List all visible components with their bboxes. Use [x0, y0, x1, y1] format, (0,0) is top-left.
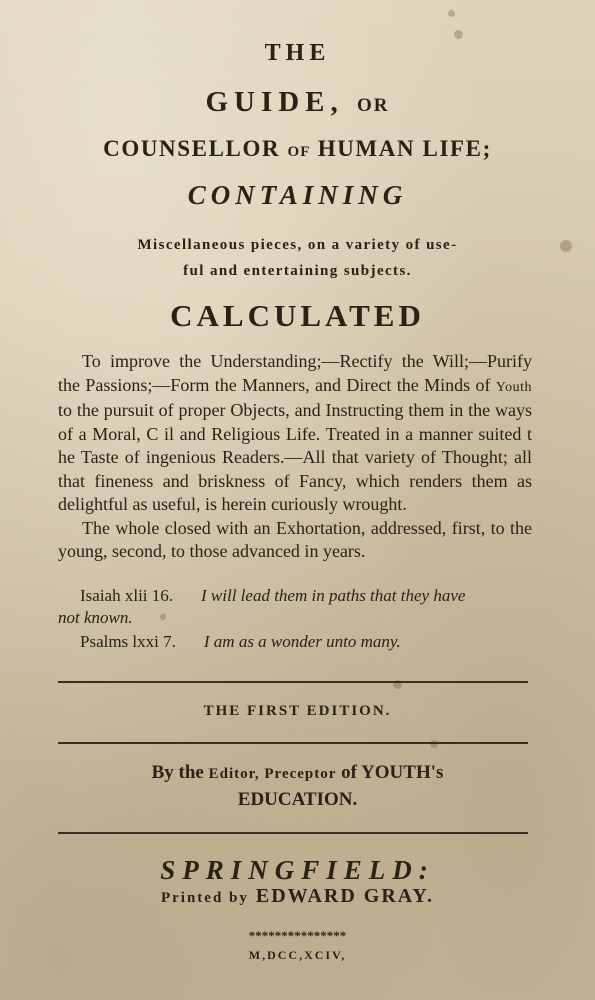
- divider-rule: [58, 681, 528, 683]
- title-line-the: THE: [264, 40, 331, 66]
- body-paragraph-2: The whole closed with an Exhortation, addressed, first, to the young, second, to those advanced in years.: [58, 517, 532, 561]
- imprint-printed-by: Printed by: [160, 890, 249, 906]
- subtitle: [0, 232, 595, 284]
- title-line-counsellor: [0, 136, 595, 162]
- editor-line-1: [0, 760, 595, 787]
- title-of: OF: [287, 144, 311, 160]
- subtitle-line-2: ful and entertaining subjects.: [183, 263, 412, 279]
- edition-statement: THE FIRST EDITION.: [203, 703, 392, 719]
- divider-rule: [58, 742, 528, 744]
- editor-word: Editor,: [208, 766, 260, 782]
- body-youth-word: Youth: [495, 379, 532, 395]
- verse-isaiah: [80, 586, 465, 606]
- divider-rule: [58, 832, 528, 834]
- editor-line-2: EDUCATION.: [237, 789, 358, 810]
- subtitle-line-1: Miscellaneous pieces, on a variety of use-: [137, 237, 458, 253]
- imprint-printer: [0, 885, 595, 908]
- verse-psalms-text: I am as a wonder unto many.: [203, 632, 401, 651]
- verse-isaiah-ref: Isaiah xlii 16.: [80, 586, 174, 605]
- imprint-printer-name: EDWARD GRAY.: [255, 885, 435, 907]
- body-paragraph-1: [58, 350, 532, 517]
- title-calculated: CALCULATED: [170, 298, 425, 333]
- editor-youths: YOUTH's: [361, 762, 444, 783]
- body-text: [58, 350, 532, 564]
- imprint-date: M,DCC,XCIV,: [248, 948, 347, 962]
- verse-isaiah-text: I will lead them in paths that they have: [201, 586, 466, 605]
- foxing-spot: [160, 614, 166, 620]
- imprint-ornament: ***************: [248, 928, 347, 943]
- editor-by: By the: [151, 762, 204, 783]
- imprint-city: SPRINGFIELD:: [160, 855, 435, 885]
- verse-psalms: [80, 632, 401, 652]
- foxing-spot: [454, 30, 463, 39]
- title-line-guide: [0, 86, 595, 119]
- editor-preceptor: Preceptor: [264, 766, 337, 782]
- title-counsellor: COUNSELLOR: [103, 136, 281, 161]
- verse-isaiah-continued: not known.: [58, 608, 133, 627]
- editor-statement: [0, 760, 595, 813]
- title-guide: GUIDE,: [205, 86, 344, 118]
- body-paragraph-1-part-b: to the pursuit of proper Objects, and Instructing them in the ways of a Moral, C il and Religious Life. Treated in a manner suited t he Taste of ingenious Readers.—All that variety of Thought; all that fineness and briskness of Fancy, which renders them as delightful as useful, is herein curiously wrought.: [58, 400, 532, 514]
- verse-psalms-ref: Psalms lxxi 7.: [80, 632, 176, 651]
- title-containing: CONTAINING: [187, 180, 408, 210]
- title-or: OR: [357, 95, 390, 116]
- body-paragraph-1-part-a: To improve the Understanding;—Rectify the Will;—Purify the Passions;—Form the Manners, and Direct the Minds of: [58, 351, 532, 395]
- editor-of: of: [341, 762, 357, 783]
- title-human-life: HUMAN LIFE;: [317, 136, 492, 161]
- foxing-spot: [448, 10, 455, 17]
